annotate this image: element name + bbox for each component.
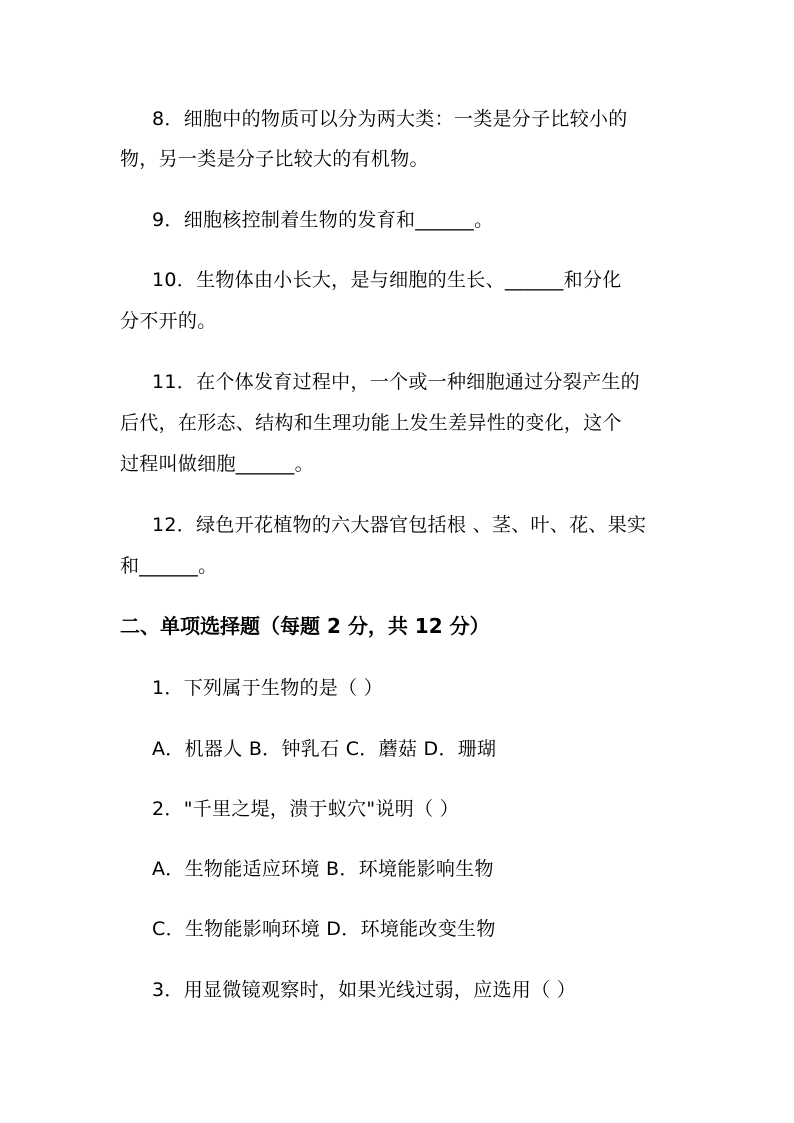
question-10-line-1: 10．生物体由小长大，是与细胞的生长、______和分化	[152, 269, 622, 291]
mc-question-1-stem: 1．下列属于生物的是（ ）	[152, 677, 384, 699]
question-9-line-1: 9．细胞核控制着生物的发育和______。	[152, 209, 494, 231]
question-11-line-2: 后代，在形态、结构和生理功能上发生差异性的变化，这个	[120, 412, 622, 434]
question-12-line-2: 和______。	[120, 555, 218, 577]
section-2-heading: 二、单项选择题（每题 2 分，共 12 分）	[120, 614, 490, 638]
mc-question-1-options: A．机器人 B．钟乳石 C．蘑菇 D．珊瑚	[152, 738, 497, 760]
question-10-line-2: 分不开的。	[120, 310, 217, 332]
question-8-line-1: 8．细胞中的物质可以分为两大类：一类是分子比较小的	[152, 108, 628, 130]
mc-question-2-options-line-1: A．生物能适应环境 B．环境能影响生物	[152, 858, 494, 880]
question-11-line-3: 过程叫做细胞______。	[120, 453, 314, 475]
question-12-line-1: 12．绿色开花植物的六大器官包括根 、茎、叶、花、果实	[152, 514, 647, 536]
mc-question-2-options-line-2: C．生物能影响环境 D．环境能改变生物	[152, 918, 496, 940]
mc-question-3-stem: 3．用显微镜观察时，如果光线过弱，应选用（ ）	[152, 979, 577, 1001]
question-11-line-1: 11．在个体发育过程中，一个或一种细胞通过分裂产生的	[152, 371, 640, 393]
question-8-line-2: 物，另一类是分子比较大的有机物。	[120, 148, 429, 170]
mc-question-2-stem: 2．"千里之堤，溃于蚁穴"说明（ ）	[152, 798, 460, 820]
